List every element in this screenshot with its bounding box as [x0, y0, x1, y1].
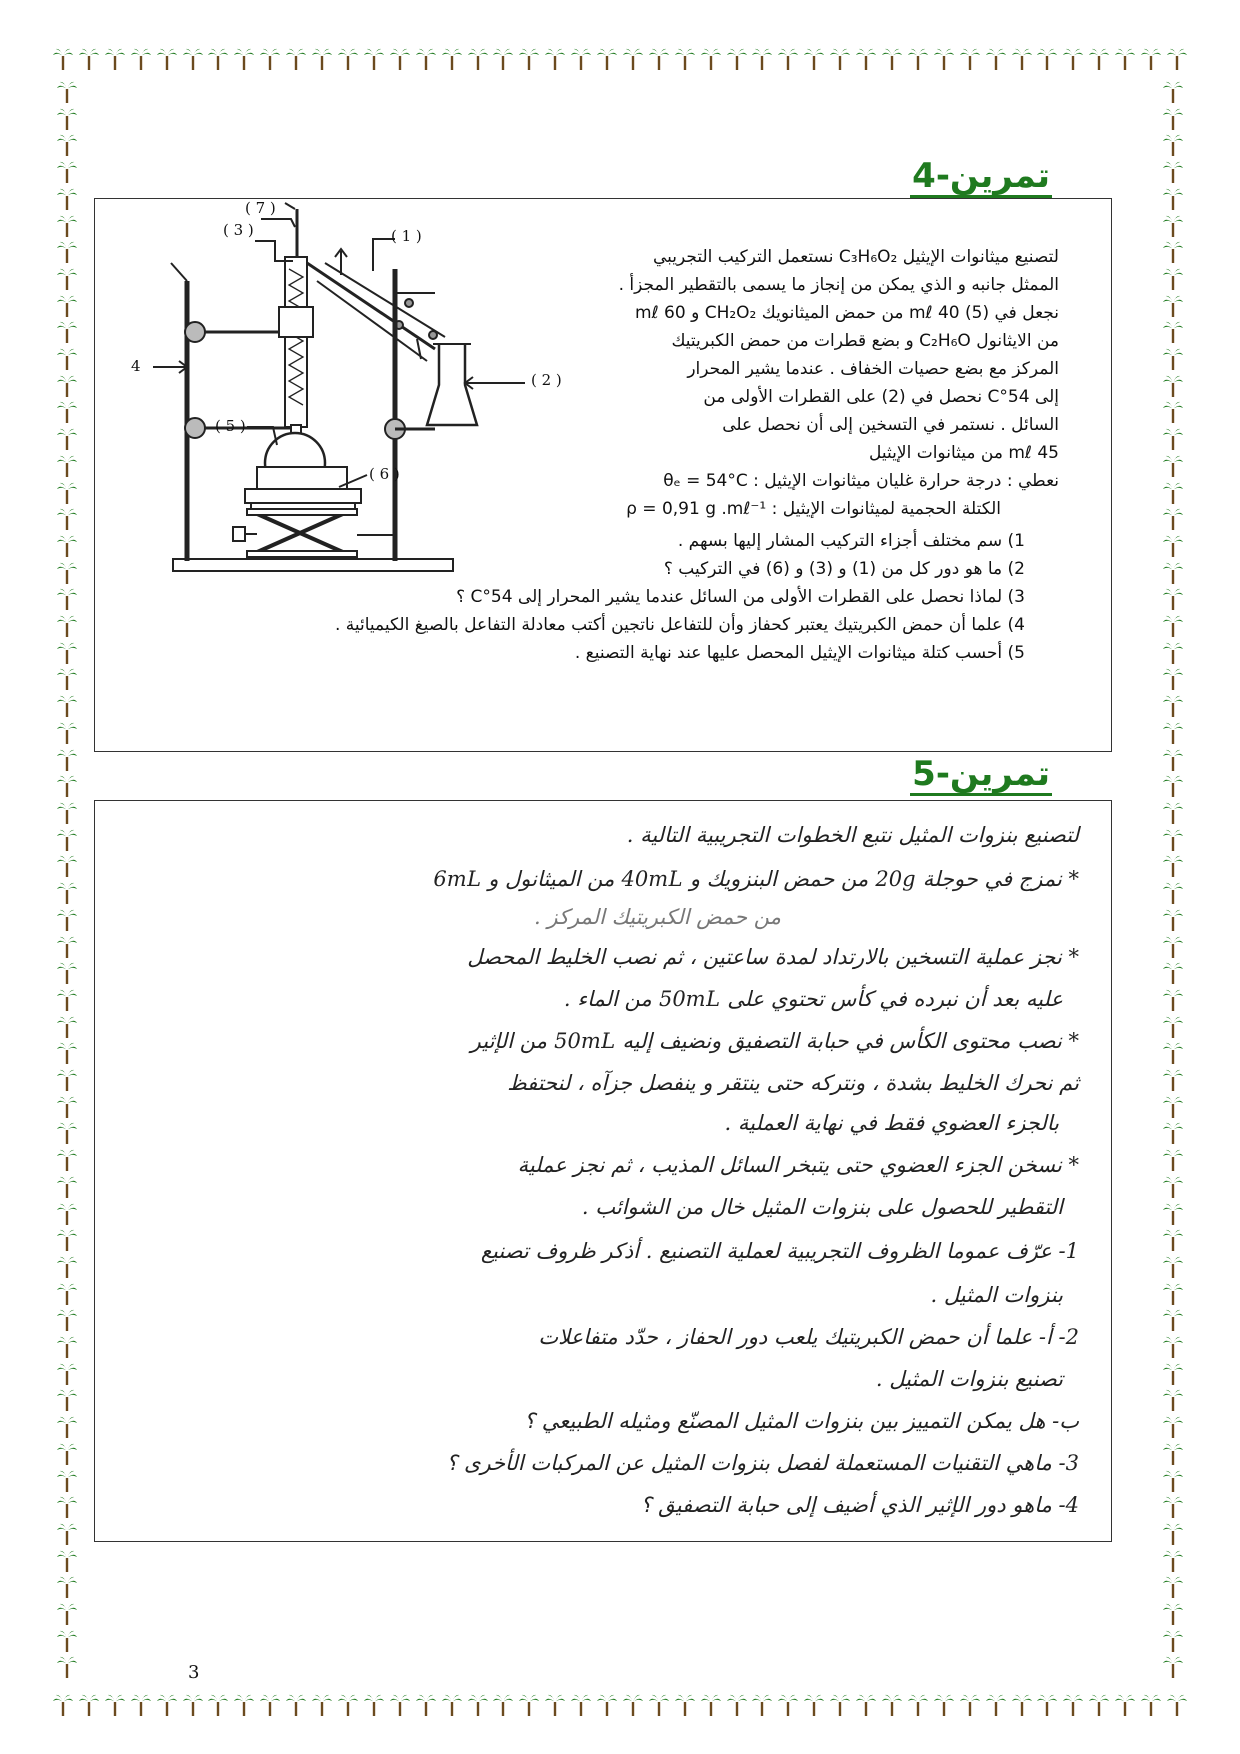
palm-tree-icon [233, 47, 255, 71]
palm-tree-icon [389, 47, 411, 71]
palm-tree-icon [56, 214, 78, 238]
palm-tree-icon [855, 47, 877, 71]
palm-tree-icon [1166, 1693, 1188, 1717]
palm-tree-icon [130, 1693, 152, 1717]
palm-tree-icon [56, 481, 78, 505]
palm-tree-icon [56, 294, 78, 318]
palm-tree-icon [56, 240, 78, 264]
ex5-handwritten-line: ثم نحرك الخليط بشدة ، ونتركه حتى ينتقر و ينفصل جزآه ، لنحتفظ [507, 1071, 1079, 1095]
palm-tree-icon [1140, 1693, 1162, 1717]
palm-tree-icon [1162, 1602, 1184, 1626]
palm-tree-icon [544, 1693, 566, 1717]
figure-label-3: ( 3 ) [223, 221, 254, 239]
palm-tree-icon [156, 47, 178, 71]
exercise-5-box [94, 800, 1112, 1542]
palm-tree-icon [233, 1693, 255, 1717]
palm-tree-icon [726, 47, 748, 71]
ex4-text-line: لتصنيع ميثانوات الإيثيل C₃H₆O₂ نستعمل التركيب التجريبي [652, 247, 1059, 267]
ex5-handwritten-line: * نجز عملية التسخين بالارتداد لمدة ساعتين ، ثم نصب الخليط المحصل [467, 945, 1079, 969]
palm-tree-icon [726, 1693, 748, 1717]
palm-tree-icon [56, 748, 78, 772]
palm-tree-icon [1162, 1415, 1184, 1439]
palm-tree-icon [881, 47, 903, 71]
ex4-text-line: الممثل جانبه و الذي يمكن من إنجاز ما يسمى بالتقطير المجزأ . [618, 275, 1059, 295]
palm-tree-icon [285, 47, 307, 71]
palm-tree-icon [56, 1121, 78, 1145]
palm-tree-icon [56, 1442, 78, 1466]
palm-tree-icon [415, 47, 437, 71]
palm-tree-icon [1162, 908, 1184, 932]
palm-tree-icon [1036, 47, 1058, 71]
palm-tree-icon [56, 107, 78, 131]
palm-tree-icon [52, 47, 74, 71]
ex5-handwritten-line: من حمض الكبريتيك المركز . [534, 905, 781, 929]
palm-tree-icon [933, 1693, 955, 1717]
palm-tree-icon [751, 47, 773, 71]
palm-tree-icon [56, 1495, 78, 1519]
palm-tree-icon [1162, 80, 1184, 104]
palm-tree-icon [1162, 1095, 1184, 1119]
exercise-4-box [94, 198, 1112, 752]
palm-tree-icon [56, 1335, 78, 1359]
palm-tree-icon [1162, 854, 1184, 878]
palm-tree-icon [363, 47, 385, 71]
palm-tree-icon [1162, 160, 1184, 184]
palm-tree-icon [441, 1693, 463, 1717]
palm-tree-icon [56, 1041, 78, 1065]
palm-tree-icon [1166, 47, 1188, 71]
palm-tree-icon [52, 1693, 74, 1717]
palm-tree-icon [56, 1228, 78, 1252]
palm-tree-icon [933, 47, 955, 71]
ex4-question-3: 3) لماذا نحصل على القطرات الأولى من السائل عندما يشير المحرار إلى 54°C ؟ [456, 587, 1025, 607]
palm-tree-icon [1162, 587, 1184, 611]
ex4-text-line: نجعل في (5) 40 mℓ من حمض الميثانويك CH₂O₂ و 60 mℓ [635, 303, 1059, 323]
palm-tree-icon [648, 1693, 670, 1717]
ex5-question-2b: ب- هل يمكن التمييز بين بنزوات المثيل المصنّع ومثيله الطبيعي ؟ [523, 1409, 1079, 1433]
palm-tree-icon [56, 721, 78, 745]
palm-tree-icon [56, 1549, 78, 1573]
palm-tree-icon [907, 47, 929, 71]
palm-tree-icon [56, 935, 78, 959]
palm-tree-icon [1162, 267, 1184, 291]
palm-tree-icon [311, 47, 333, 71]
palm-tree-icon [1162, 1202, 1184, 1226]
palm-tree-icon [1162, 774, 1184, 798]
palm-tree-icon [130, 47, 152, 71]
page-border-top [52, 44, 1188, 74]
palm-tree-icon [492, 47, 514, 71]
ex4-text-line: الكتلة الحجمية لميثانوات الإيثيل : ρ = 0,91 g .mℓ⁻¹ [626, 499, 1001, 519]
palm-tree-icon [1162, 1549, 1184, 1573]
page-border-bottom [52, 1690, 1188, 1720]
palm-tree-icon [1162, 320, 1184, 344]
palm-tree-icon [467, 47, 489, 71]
palm-tree-icon [285, 1693, 307, 1717]
palm-tree-icon [56, 133, 78, 157]
palm-tree-icon [56, 1282, 78, 1306]
palm-tree-icon [1162, 1015, 1184, 1039]
palm-tree-icon [985, 47, 1007, 71]
palm-tree-icon [56, 1202, 78, 1226]
palm-tree-icon [674, 1693, 696, 1717]
palm-tree-icon [1162, 400, 1184, 424]
figure-label-7: ( 7 ) [245, 199, 276, 217]
ex5-handwritten-line: لتصنيع بنزوات المثيل نتبع الخطوات التجريبية التالية . [626, 823, 1079, 847]
ex4-question-5: 5) أحسب كتلة ميثانوات الإيثيل المحصل عليها عند نهاية التصنيع . [574, 643, 1025, 663]
palm-tree-icon [1162, 1388, 1184, 1412]
page-number: 3 [188, 1662, 200, 1683]
palm-tree-icon [56, 1415, 78, 1439]
palm-tree-icon [56, 988, 78, 1012]
palm-tree-icon [1088, 47, 1110, 71]
ex5-question-2a-cont: تصنيع بنزوات المثيل . [875, 1367, 1063, 1391]
palm-tree-icon [1062, 1693, 1084, 1717]
ex5-handwritten-line: بالجزء العضوي فقط في نهاية العملية . [724, 1111, 1059, 1135]
palm-tree-icon [803, 47, 825, 71]
palm-tree-icon [56, 1362, 78, 1386]
figure-label-6: ( 6 ) [369, 465, 400, 483]
palm-tree-icon [56, 1522, 78, 1546]
palm-tree-icon [56, 641, 78, 665]
palm-tree-icon [182, 47, 204, 71]
palm-tree-icon [56, 1655, 78, 1679]
palm-tree-icon [56, 454, 78, 478]
palm-tree-icon [1162, 1335, 1184, 1359]
palm-tree-icon [1162, 881, 1184, 905]
palm-tree-icon [56, 374, 78, 398]
palm-tree-icon [570, 1693, 592, 1717]
palm-tree-icon [1162, 534, 1184, 558]
palm-tree-icon [311, 1693, 333, 1717]
palm-tree-icon [959, 1693, 981, 1717]
palm-tree-icon [1162, 561, 1184, 585]
palm-tree-icon [700, 47, 722, 71]
palm-tree-icon [56, 1388, 78, 1412]
palm-tree-icon [1088, 1693, 1110, 1717]
palm-tree-icon [1162, 641, 1184, 665]
ex4-text-line: نعطي : درجة حرارة غليان ميثانوات الإيثيل : θₑ = 54°C [663, 471, 1059, 491]
palm-tree-icon [207, 47, 229, 71]
palm-tree-icon [1162, 507, 1184, 531]
palm-tree-icon [855, 1693, 877, 1717]
palm-tree-icon [56, 507, 78, 531]
palm-tree-icon [156, 1693, 178, 1717]
palm-tree-icon [596, 1693, 618, 1717]
palm-tree-icon [1162, 961, 1184, 985]
palm-tree-icon [56, 1629, 78, 1653]
palm-tree-icon [751, 1693, 773, 1717]
palm-tree-icon [1162, 988, 1184, 1012]
palm-tree-icon [1162, 1255, 1184, 1279]
ex5-handwritten-line: * نصب محتوى الكأس في حبابة التصفيق ونضيف إليه 50mL من الإثير [470, 1029, 1079, 1053]
palm-tree-icon [829, 47, 851, 71]
palm-tree-icon [56, 961, 78, 985]
palm-tree-icon [648, 47, 670, 71]
palm-tree-icon [907, 1693, 929, 1717]
palm-tree-icon [259, 1693, 281, 1717]
exercise-4-title: تمرين-4 [910, 158, 1052, 198]
palm-tree-icon [674, 47, 696, 71]
palm-tree-icon [337, 1693, 359, 1717]
palm-tree-icon [1162, 1121, 1184, 1145]
palm-tree-icon [56, 187, 78, 211]
palm-tree-icon [1162, 1068, 1184, 1092]
palm-tree-icon [1162, 1148, 1184, 1172]
palm-tree-icon [56, 160, 78, 184]
palm-tree-icon [56, 774, 78, 798]
ex4-text-line: المركز مع بضع حصيات الخفاف . عندما يشير المحرار [687, 359, 1059, 379]
palm-tree-icon [56, 1469, 78, 1493]
palm-tree-icon [1162, 1308, 1184, 1332]
page-border-right [1158, 80, 1188, 1680]
ex4-question-1: 1) سم مختلف أجزاء التركيب المشار إليها بسهم . [677, 531, 1025, 551]
palm-tree-icon [56, 1602, 78, 1626]
palm-tree-icon [207, 1693, 229, 1717]
palm-tree-icon [56, 908, 78, 932]
palm-tree-icon [1162, 347, 1184, 371]
palm-tree-icon [829, 1693, 851, 1717]
palm-tree-icon [1114, 1693, 1136, 1717]
palm-tree-icon [56, 667, 78, 691]
palm-tree-icon [1162, 1041, 1184, 1065]
palm-tree-icon [56, 881, 78, 905]
palm-tree-icon [1011, 1693, 1033, 1717]
palm-tree-icon [363, 1693, 385, 1717]
palm-tree-icon [777, 1693, 799, 1717]
palm-tree-icon [1162, 1575, 1184, 1599]
palm-tree-icon [1162, 614, 1184, 638]
palm-tree-icon [56, 320, 78, 344]
palm-tree-icon [56, 561, 78, 585]
ex4-text-line: إلى 54°C نحصل في (2) على القطرات الأولى من [703, 387, 1059, 407]
palm-tree-icon [56, 614, 78, 638]
ex4-text-line: 45 mℓ من ميثانوات الإيثيل [869, 443, 1059, 463]
palm-tree-icon [1011, 47, 1033, 71]
palm-tree-icon [1162, 748, 1184, 772]
palm-tree-icon [1162, 1469, 1184, 1493]
palm-tree-icon [56, 534, 78, 558]
palm-tree-icon [1162, 1442, 1184, 1466]
palm-tree-icon [1114, 47, 1136, 71]
figure-label-1: ( 1 ) [391, 227, 422, 245]
palm-tree-icon [56, 1175, 78, 1199]
palm-tree-icon [803, 1693, 825, 1717]
palm-tree-icon [56, 801, 78, 825]
palm-tree-icon [56, 1308, 78, 1332]
ex4-question-2: 2) ما هو دور كل من (1) و (3) و (6) في التركيب ؟ [663, 559, 1025, 579]
palm-tree-icon [1162, 1228, 1184, 1252]
palm-tree-icon [1062, 47, 1084, 71]
palm-tree-icon [518, 1693, 540, 1717]
palm-tree-icon [1162, 721, 1184, 745]
palm-tree-icon [700, 1693, 722, 1717]
ex5-handwritten-line: عليه بعد أن نبرده في كأس تحتوي على 50mL من الماء . [563, 987, 1063, 1011]
palm-tree-icon [959, 47, 981, 71]
palm-tree-icon [56, 828, 78, 852]
palm-tree-icon [56, 1068, 78, 1092]
ex4-question-4: 4) علما أن حمض الكبريتيك يعتبر كحفاز وأن للتفاعل ناتجين أكتب معادلة التفاعل بالصيغ الكيميائية . [334, 615, 1025, 635]
palm-tree-icon [1162, 935, 1184, 959]
palm-tree-icon [1162, 133, 1184, 157]
palm-tree-icon [985, 1693, 1007, 1717]
palm-tree-icon [415, 1693, 437, 1717]
ex5-question-3: 3- ماهي التقنيات المستعملة لفصل بنزوات المثيل عن المركبات الأخرى ؟ [446, 1451, 1079, 1475]
palm-tree-icon [56, 587, 78, 611]
ex5-question-2a: 2- أ- علما أن حمض الكبريتيك يلعب دور الحفاز ، حدّد متفاعلات [538, 1325, 1079, 1349]
palm-tree-icon [1162, 1655, 1184, 1679]
palm-tree-icon [1162, 1282, 1184, 1306]
palm-tree-icon [1162, 1629, 1184, 1653]
palm-tree-icon [596, 47, 618, 71]
palm-tree-icon [56, 1255, 78, 1279]
palm-tree-icon [1162, 1495, 1184, 1519]
palm-tree-icon [56, 400, 78, 424]
palm-tree-icon [1162, 294, 1184, 318]
palm-tree-icon [1162, 107, 1184, 131]
palm-tree-icon [389, 1693, 411, 1717]
palm-tree-icon [881, 1693, 903, 1717]
ex5-question-1-cont: بنزوات المثيل . [930, 1283, 1063, 1307]
palm-tree-icon [56, 80, 78, 104]
palm-tree-icon [441, 47, 463, 71]
exercise-5-title: تمرين-5 [910, 756, 1052, 796]
palm-tree-icon [544, 47, 566, 71]
ex5-question-4: 4- ماهو دور الإثير الذي أضيف إلى حبابة التصفيق ؟ [640, 1493, 1079, 1517]
palm-tree-icon [492, 1693, 514, 1717]
palm-tree-icon [78, 47, 100, 71]
palm-tree-icon [182, 1693, 204, 1717]
palm-tree-icon [1162, 828, 1184, 852]
palm-tree-icon [1162, 187, 1184, 211]
figure-label-4: 4 [131, 357, 141, 375]
palm-tree-icon [622, 47, 644, 71]
palm-tree-icon [1162, 1362, 1184, 1386]
ex5-handwritten-line: * نسخن الجزء العضوي حتى يتبخر السائل المذيب ، ثم نجز عملية [517, 1153, 1079, 1177]
palm-tree-icon [56, 854, 78, 878]
palm-tree-icon [104, 47, 126, 71]
palm-tree-icon [1162, 801, 1184, 825]
palm-tree-icon [56, 1015, 78, 1039]
palm-tree-icon [56, 694, 78, 718]
palm-tree-icon [1140, 47, 1162, 71]
palm-tree-icon [259, 47, 281, 71]
palm-tree-icon [337, 47, 359, 71]
palm-tree-icon [1162, 1522, 1184, 1546]
palm-tree-icon [1162, 374, 1184, 398]
palm-tree-icon [1162, 240, 1184, 264]
figure-label-2: ( 2 ) [531, 371, 562, 389]
ex5-handwritten-line: * نمزج في حوجلة 20g من حمض البنزويك و 40mL من الميثانول و 6mL [433, 867, 1079, 891]
palm-tree-icon [467, 1693, 489, 1717]
palm-tree-icon [104, 1693, 126, 1717]
palm-tree-icon [622, 1693, 644, 1717]
palm-tree-icon [56, 347, 78, 371]
palm-tree-icon [78, 1693, 100, 1717]
palm-tree-icon [518, 47, 540, 71]
ex4-text-line: السائل . نستمر في التسخين إلى أن نحصل على [722, 415, 1059, 435]
palm-tree-icon [1162, 481, 1184, 505]
palm-tree-icon [56, 1148, 78, 1172]
palm-tree-icon [1162, 454, 1184, 478]
page-border-left [52, 80, 82, 1680]
palm-tree-icon [56, 427, 78, 451]
ex5-handwritten-line: التقطير للحصول على بنزوات المثيل خال من الشوائب . [581, 1195, 1063, 1219]
palm-tree-icon [1162, 667, 1184, 691]
palm-tree-icon [56, 1095, 78, 1119]
figure-label-5: ( 5 ) [215, 417, 246, 435]
palm-tree-icon [570, 47, 592, 71]
palm-tree-icon [1036, 1693, 1058, 1717]
palm-tree-icon [56, 267, 78, 291]
palm-tree-icon [1162, 1175, 1184, 1199]
palm-tree-icon [1162, 427, 1184, 451]
palm-tree-icon [777, 47, 799, 71]
palm-tree-icon [1162, 694, 1184, 718]
ex4-text-line: من الايثانول C₂H₆O و بضع قطرات من حمض الكبريتيك [671, 331, 1059, 351]
ex5-question-1: 1- عرّف عموما الظروف التجريبية لعملية التصنيع . أذكر ظروف تصنيع [480, 1239, 1079, 1263]
palm-tree-icon [56, 1575, 78, 1599]
palm-tree-icon [1162, 214, 1184, 238]
